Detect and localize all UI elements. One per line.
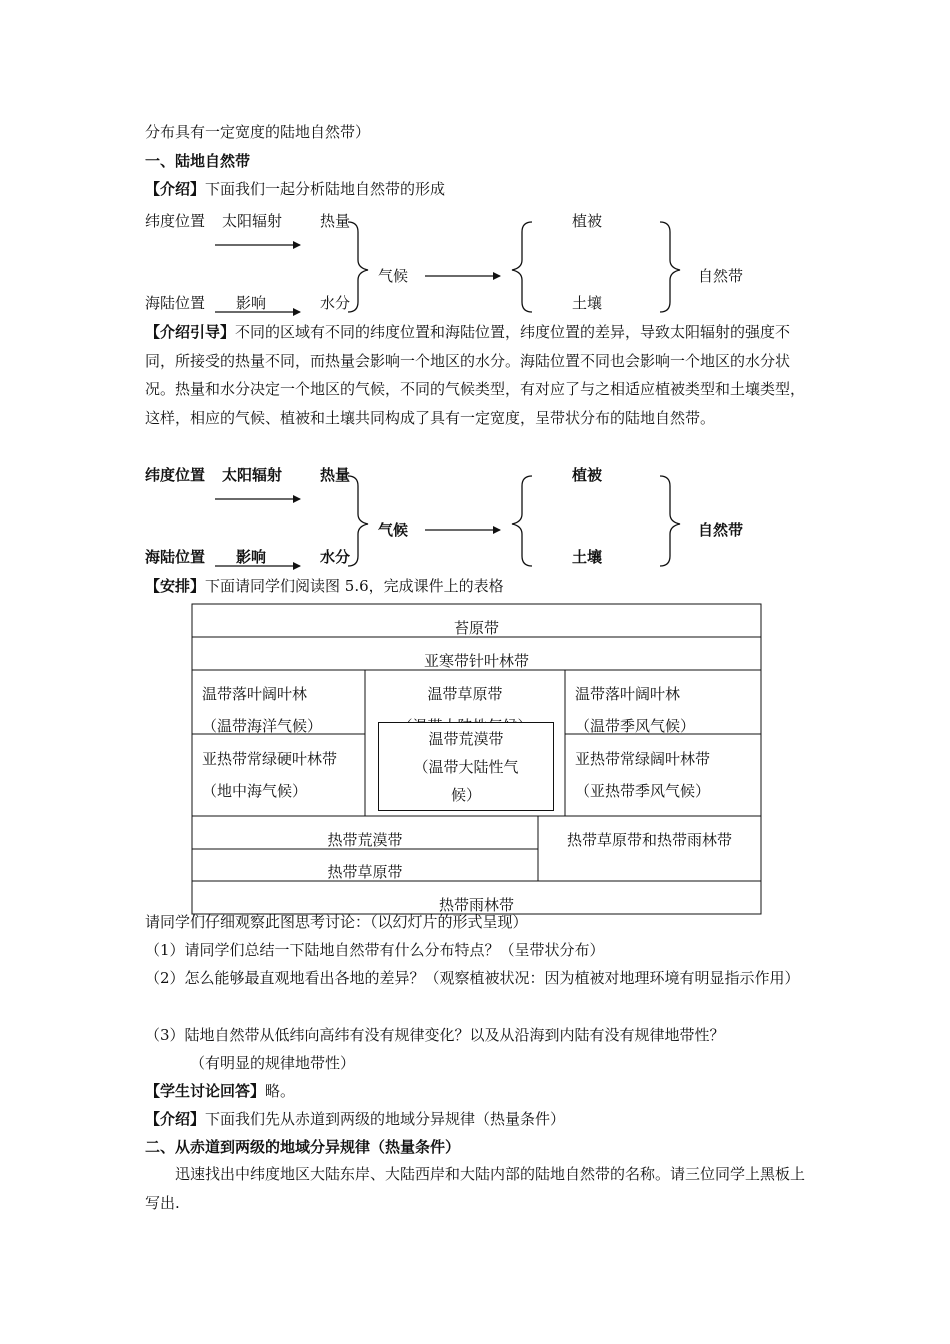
answer-tag: 【学生讨论回答】: [145, 1082, 266, 1100]
section1-title: 一、陆地自然带: [145, 152, 251, 170]
intro1-tag: 【介绍】: [145, 180, 206, 198]
intro2-tag: 【介绍】: [145, 1110, 206, 1128]
d2-soil: 土壤: [572, 548, 603, 566]
d1-natural-zone: 自然带: [698, 267, 744, 285]
d2-brace-mid: [512, 476, 532, 566]
cell-desert-name: 温带荒漠带: [428, 730, 504, 748]
d2-latitude: 纬度位置: [145, 466, 206, 484]
d1-brace-mid: [512, 222, 532, 312]
d1-soil: 土壤: [572, 294, 603, 312]
cell-east-sub-climate: （亚热带季风气候）: [575, 782, 711, 800]
d2-water: 水分: [320, 548, 351, 566]
intro1-text: 下面我们一起分析陆地自然带的形成: [205, 180, 446, 198]
cell-trop-grass: 热带草原带: [327, 863, 403, 881]
cell-desert-climate-b: 候）: [450, 786, 481, 804]
d2-brace-right: [660, 476, 680, 566]
guide-tag: 【介绍引导】: [145, 323, 236, 341]
answer-line: [145, 1081, 295, 1101]
cell-west-temp-name: 温带落叶阔叶林: [202, 685, 308, 703]
answer-text: 略。: [265, 1082, 296, 1100]
cell-west-temp-climate: （温带海洋气候）: [202, 717, 323, 735]
cell-tundra: 苔原带: [453, 619, 499, 637]
desert-box: [378, 722, 554, 811]
cell-taiga: 亚寒带针叶林带: [423, 652, 529, 670]
cell-rainforest: 热带雨林带: [438, 896, 514, 914]
d2-natural-zone: 自然带: [698, 521, 744, 539]
d2-sealand: 海陆位置: [145, 548, 206, 566]
question-2: （2）怎么能够最直观地看出各地的差异？（观察植被状况：因为植被对地理环境有明显指示作用）: [145, 969, 800, 987]
intro2-line: [145, 1109, 565, 1129]
d2-influence: 影响: [236, 548, 267, 566]
d1-solar: 太阳辐射: [222, 212, 283, 230]
d1-brace-right: [660, 222, 680, 312]
section2-title: 二、从赤道到两级的地域分异规律（热量条件）: [145, 1138, 461, 1156]
discuss-line: 请同学们仔细观察此图思考讨论：（以幻灯片的形式呈现）: [145, 913, 528, 931]
intro-tail: 分布具有一定宽度的陆地自然带）: [145, 123, 371, 141]
cell-desert-climate-a: （温带大陆性气: [413, 758, 519, 776]
d2-brace-left: [348, 476, 368, 566]
d1-influence: 影响: [236, 294, 267, 312]
cell-east-sub-name: 亚热带常绿阔叶林带: [575, 750, 711, 768]
arrange-tag: 【安排】: [145, 577, 206, 595]
guide-text: 不同的区域有不同的纬度位置和海陆位置，纬度位置的差异，导致太阳辐射的强度不同，所接受的热量不同，而热量会影响一个地区的水分。海陆位置不同也会影响一个地区的水分状况。热量和水分决定一个地区的气候，不同的气候类型，有对应了与之相适应植被类型和土壤类型，这样，相应的气候、植被和土壤共同构成了具有一定宽度，呈带状分布的陆地自然带。: [145, 323, 806, 427]
d2-vegetation: 植被: [572, 466, 603, 484]
d2-solar: 太阳辐射: [222, 466, 283, 484]
arrange-text: 下面请同学们阅读图 5.6，完成课件上的表格: [205, 577, 504, 595]
d1-latitude: 纬度位置: [145, 212, 206, 230]
arrange-line: [145, 576, 504, 596]
d1-sealand: 海陆位置: [145, 294, 206, 312]
d2-heat: 热量: [320, 466, 351, 484]
cell-east-temp-climate: （温带季风气候）: [575, 717, 696, 735]
d1-water: 水分: [320, 294, 351, 312]
d1-heat: 热量: [320, 212, 351, 230]
cell-steppe-name: 温带草原带: [427, 685, 503, 703]
cell-trop-desert: 热带荒漠带: [327, 831, 403, 849]
intro2-text: 下面我们先从赤道到两级的地域分异规律（热量条件）: [205, 1110, 566, 1128]
cell-trop-grass-rain: 热带草原带和热带雨林带: [566, 831, 732, 849]
question-3: （3）陆地自然带从低纬向高纬有没有规律变化？以及从沿海到内陆有没有规律地带性？: [145, 1026, 725, 1044]
d1-brace-left: [348, 222, 368, 312]
question-1: （1）请同学们总结一下陆地自然带有什么分布特点？（呈带状分布）: [145, 941, 605, 959]
cell-east-temp-name: 温带落叶阔叶林: [575, 685, 681, 703]
d2-climate: 气候: [378, 521, 409, 539]
question-3-answer: （有明显的规律地带性）: [190, 1054, 356, 1072]
d1-vegetation: 植被: [572, 212, 603, 230]
d1-climate: 气候: [378, 267, 409, 285]
cell-west-sub-climate: （地中海气候）: [202, 782, 308, 800]
cell-west-sub-name: 亚热带常绿硬叶林带: [202, 750, 338, 768]
final-paragraph: 迅速找出中纬度地区大陆东岸、大陆西岸和大陆内部的陆地自然带的名称。请三位同学上黑板上写出.: [145, 1165, 806, 1212]
